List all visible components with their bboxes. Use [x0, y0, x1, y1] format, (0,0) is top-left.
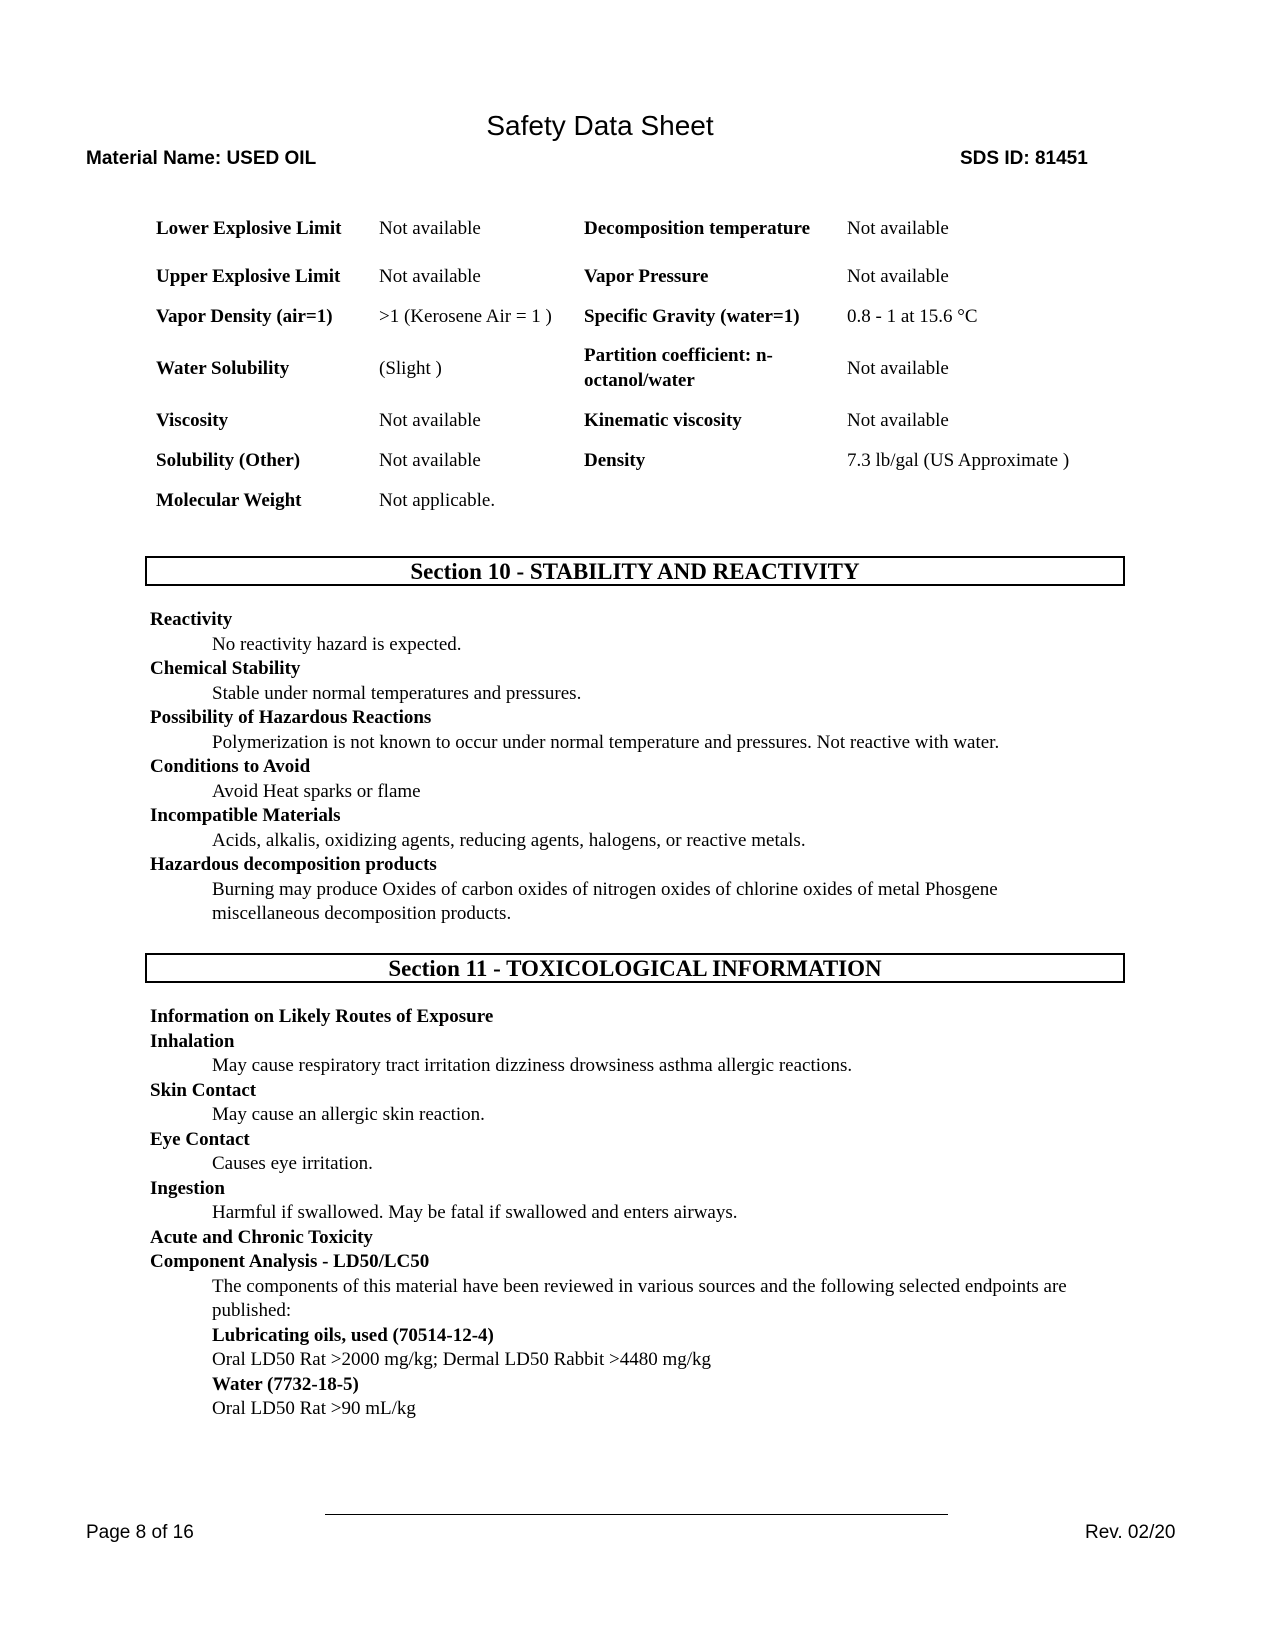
property-value: Not available: [379, 449, 481, 471]
property-label: Kinematic viscosity: [584, 409, 742, 431]
property-value: 0.8 - 1 at 15.6 °C: [847, 305, 978, 327]
component-2-name: Water (7732-18-5): [212, 1373, 359, 1395]
conditions-to-avoid-label: Conditions to Avoid: [150, 756, 311, 777]
chemical-stability-label: Chemical Stability: [150, 658, 301, 679]
physical-properties-table: [152, 200, 1111, 520]
property-value: Not available: [847, 357, 949, 379]
eye-contact-text: Causes eye irritation.: [212, 1153, 373, 1174]
chemical-stability-text: Stable under normal temperatures and pressures.: [212, 682, 582, 704]
property-label: Specific Gravity (water=1): [584, 305, 800, 327]
reactivity-text: No reactivity hazard is expected.: [212, 633, 462, 655]
conditions-to-avoid-text: Avoid Heat sparks or flame: [212, 780, 421, 802]
routes-of-exposure-label: Information on Likely Routes of Exposure: [150, 1006, 494, 1027]
table-row: [152, 480, 1111, 520]
property-label: Solubility (Other): [156, 449, 301, 471]
component-1-name: Lubricating oils, used (70514-12-4): [212, 1324, 494, 1346]
reactivity-label: Reactivity: [150, 609, 233, 630]
property-label: Decomposition temperature: [584, 217, 811, 239]
property-label: Upper Explosive Limit: [156, 265, 341, 287]
property-label: Lower Explosive Limit: [156, 217, 342, 239]
property-value: Not available: [379, 265, 481, 287]
document-title: Safety Data Sheet: [486, 110, 714, 141]
inhalation-label: Inhalation: [150, 1030, 235, 1052]
eye-contact-label: Eye Contact: [150, 1128, 250, 1150]
page-number: Page 8 of 16: [86, 1522, 194, 1543]
property-value: 7.3 lb/gal (US Approximate ): [847, 449, 1070, 471]
table-row: [152, 200, 1111, 256]
sds-id: SDS ID: 81451: [960, 148, 1088, 169]
property-label: [580, 480, 843, 520]
table-row: [152, 256, 1111, 296]
section-11-header: Section 11 - TOXICOLOGICAL INFORMATION: [145, 953, 1125, 983]
property-label: Vapor Density (air=1): [156, 305, 333, 327]
section-10-header: Section 10 - STABILITY AND REACTIVITY: [145, 556, 1125, 586]
skin-contact-text: May cause an allergic skin reaction.: [212, 1104, 485, 1125]
decomposition-products-label: Hazardous decomposition products: [150, 854, 437, 875]
property-label: Partition coefficient: n-octanol/water: [584, 345, 773, 391]
property-value: Not available: [847, 265, 949, 287]
property-value: Not available: [379, 409, 481, 431]
incompatible-materials-label: Incompatible Materials: [150, 805, 341, 826]
table-row: [152, 400, 1111, 440]
component-2-data: Oral LD50 Rat >90 mL/kg: [212, 1398, 416, 1419]
ingestion-text: Harmful if swallowed. May be fatal if swallowed and enters airways.: [212, 1202, 738, 1223]
section-10-content: [150, 608, 1130, 927]
property-value: Not applicable.: [379, 489, 496, 511]
property-value: Not available: [847, 217, 949, 239]
skin-contact-label: Skin Contact: [150, 1079, 257, 1101]
table-row: [152, 440, 1111, 480]
table-row: [152, 336, 1111, 400]
ingestion-label: Ingestion: [150, 1177, 225, 1199]
property-value: >1 (Kerosene Air = 1 ): [379, 305, 552, 327]
property-label: Vapor Pressure: [584, 265, 709, 287]
decomposition-products-text: Burning may produce Oxides of carbon oxides of nitrogen oxides of chlorine oxides of metal Phosgene miscellaneous decomposition products.: [212, 878, 998, 924]
property-label: Molecular Weight: [156, 489, 302, 511]
table-row: [152, 296, 1111, 336]
property-label: Density: [584, 449, 646, 471]
property-label: Viscosity: [156, 409, 229, 431]
material-name: Material Name: USED OIL: [86, 148, 317, 169]
inhalation-text: May cause respiratory tract irritation dizziness drowsiness asthma allergic reactions.: [212, 1055, 853, 1076]
footer-divider: [325, 1514, 948, 1515]
property-value: Not available: [379, 217, 481, 239]
property-value: [843, 480, 1111, 520]
section-11-content: [150, 1005, 1130, 1422]
revision: Rev. 02/20: [1085, 1522, 1176, 1543]
component-1-data: Oral LD50 Rat >2000 mg/kg; Dermal LD50 Rabbit >4480 mg/kg: [212, 1349, 712, 1370]
hazardous-reactions-text: Polymerization is not known to occur under normal temperature and pressures. Not reactive with water.: [212, 731, 1000, 753]
property-value: Not available: [847, 409, 949, 431]
property-label: Water Solubility: [156, 357, 290, 379]
acute-chronic-toxicity-label: Acute and Chronic Toxicity: [150, 1226, 373, 1248]
property-value: (Slight ): [379, 357, 442, 379]
component-analysis-label: Component Analysis - LD50/LC50: [150, 1251, 430, 1272]
incompatible-materials-text: Acids, alkalis, oxidizing agents, reducing agents, halogens, or reactive metals.: [212, 829, 806, 851]
hazardous-reactions-label: Possibility of Hazardous Reactions: [150, 707, 432, 728]
component-analysis-text: The components of this material have been reviewed in various sources and the following selected endpoints are published:: [212, 1275, 1067, 1321]
